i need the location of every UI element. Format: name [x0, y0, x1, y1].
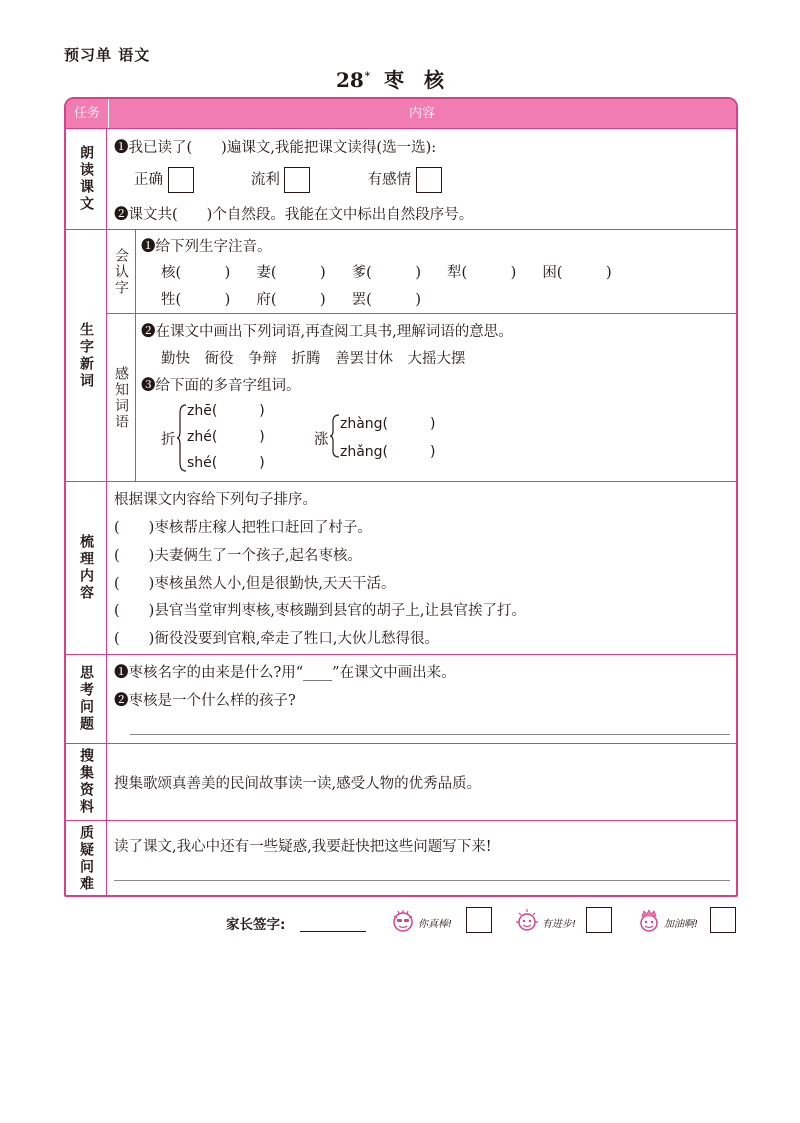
- think-q2: ❷枣核是一个什么样的孩子?: [114, 693, 296, 709]
- task-words: 生字新词: [78, 321, 94, 390]
- smiley-sunglasses-icon: [390, 908, 416, 934]
- parent-sign-field[interactable]: [300, 931, 366, 932]
- lesson-number: 28: [335, 68, 364, 92]
- checkbox-cheer[interactable]: [710, 907, 736, 933]
- row-read: [66, 128, 736, 229]
- parent-sign-label: 家长签字:: [226, 917, 286, 933]
- chars-row1: [161, 261, 612, 282]
- read-line2: ❷课文共( )个自然段。我能在文中标出自然段序号。: [114, 207, 474, 223]
- reading-zhang3: zhǎng( ): [340, 444, 436, 460]
- task-sort: 梳理内容: [78, 534, 94, 602]
- reading-zhe1: zhē( ): [187, 403, 265, 419]
- char-item: 妻( ): [256, 265, 326, 281]
- option-correct: 正确: [134, 172, 163, 188]
- sort-item[interactable]: ( )县官当堂审判枣核,枣核蹦到县官的胡子上,让县官挨了打。: [114, 603, 527, 619]
- vocab-item: 争辩: [248, 351, 277, 367]
- char-item: 困( ): [542, 265, 612, 281]
- char-item: 府( ): [256, 292, 326, 308]
- checkbox-correct[interactable]: [168, 167, 194, 193]
- vocab-item: 衙役: [204, 351, 234, 367]
- header-content: 内容: [408, 106, 435, 121]
- think-q1: ❶枣核名字的由来是什么?用“____”在课文中画出来。: [114, 665, 456, 681]
- vocab-item: 折腾: [291, 351, 321, 367]
- brace-icon: [330, 413, 340, 459]
- vocab-item: 大摇大摆: [407, 351, 466, 367]
- stamp-cheer-label: 加油啊!: [664, 919, 699, 930]
- task-read: 朗读课文: [78, 145, 94, 213]
- row-words: [66, 229, 736, 481]
- vocab-item: 勤快: [161, 351, 190, 367]
- poly-char-zhang: 涨: [314, 432, 329, 448]
- row-think: [66, 654, 736, 743]
- task-doubt: 质疑问难: [78, 825, 94, 893]
- sort-item[interactable]: ( )枣核帮庄稼人把牲口赶回了村子。: [114, 520, 372, 536]
- stamp-progress-label: 有进步!: [542, 919, 577, 930]
- char-item: 核( ): [161, 265, 231, 281]
- checkbox-great[interactable]: [466, 907, 492, 933]
- answer-line[interactable]: [130, 734, 730, 735]
- option-fluent: 流利: [250, 172, 280, 188]
- brace-icon: [177, 403, 187, 473]
- stamp-great-label: 你真棒!: [418, 919, 453, 930]
- collect-text: 搜集歌颂真善美的民间故事读一读,感受人物的优秀品质。: [114, 776, 482, 792]
- task-think: 思考问题: [78, 665, 94, 733]
- row-sort: [66, 481, 736, 654]
- smiley-sun-icon: [514, 908, 540, 934]
- sub-recognize: 会认字: [113, 247, 129, 296]
- vocab-item: 善罢甘休: [335, 351, 393, 367]
- row-collect: [66, 743, 736, 820]
- words-q1: ❶给下列生字注音。: [141, 239, 272, 255]
- stamp-cheer: [636, 907, 738, 937]
- lesson-name: 枣核: [384, 68, 465, 92]
- smiley-crown-icon: [636, 908, 662, 934]
- sort-intro: 根据课文内容给下列句子排序。: [114, 492, 317, 508]
- doubt-text: 读了课文,我心中还有一些疑惑,我要赶快把这些问题写下来!: [114, 839, 492, 855]
- option-emotion: 有感情: [367, 172, 412, 188]
- char-item: 犁( ): [446, 265, 517, 281]
- poly-char-zhe: 折: [161, 432, 176, 448]
- char-item: 爹( ): [351, 265, 421, 281]
- task-collect: 搜集资料: [78, 748, 94, 816]
- row-doubt: [66, 820, 736, 897]
- table-header: [66, 99, 736, 128]
- chars-row2: [161, 288, 421, 309]
- reading-zhang4: zhàng( ): [340, 416, 436, 432]
- footer: [0, 907, 800, 937]
- header-task: 任务: [73, 106, 100, 121]
- vocab-list: [161, 347, 466, 368]
- checkbox-emotion[interactable]: [416, 167, 442, 193]
- reading-she: shé( ): [187, 455, 265, 471]
- reading-zhe2: zhé( ): [187, 429, 265, 445]
- sub-perceive: 感知词语: [113, 365, 129, 430]
- char-item: 罢( ): [351, 292, 421, 308]
- sort-item[interactable]: ( )枣核虽然人小,但是很勤快,天天干活。: [114, 576, 396, 592]
- sort-item[interactable]: ( )衙役没要到官粮,牵走了牲口,大伙儿愁得很。: [114, 631, 440, 647]
- answer-line[interactable]: [114, 880, 730, 881]
- checkbox-progress[interactable]: [586, 907, 612, 933]
- lesson-title: [0, 64, 800, 93]
- header-label: 预习单 语文: [64, 46, 151, 64]
- stamp-progress: [514, 907, 614, 937]
- char-item: 牲( ): [161, 292, 231, 308]
- lesson-star: *: [364, 71, 371, 83]
- sort-item[interactable]: ( )夫妻俩生了一个孩子,起名枣核。: [114, 548, 362, 564]
- read-line1: ❶我已读了( )遍课文,我能把课文读得(选一选):: [114, 140, 437, 156]
- words-q2: ❷在课文中画出下列词语,再查阅工具书,理解词语的意思。: [141, 324, 513, 340]
- checkbox-fluent[interactable]: [284, 167, 310, 193]
- words-q3: ❸给下面的多音字组词。: [141, 378, 301, 394]
- stamp-great: [390, 907, 492, 937]
- preview-sheet: [64, 97, 738, 897]
